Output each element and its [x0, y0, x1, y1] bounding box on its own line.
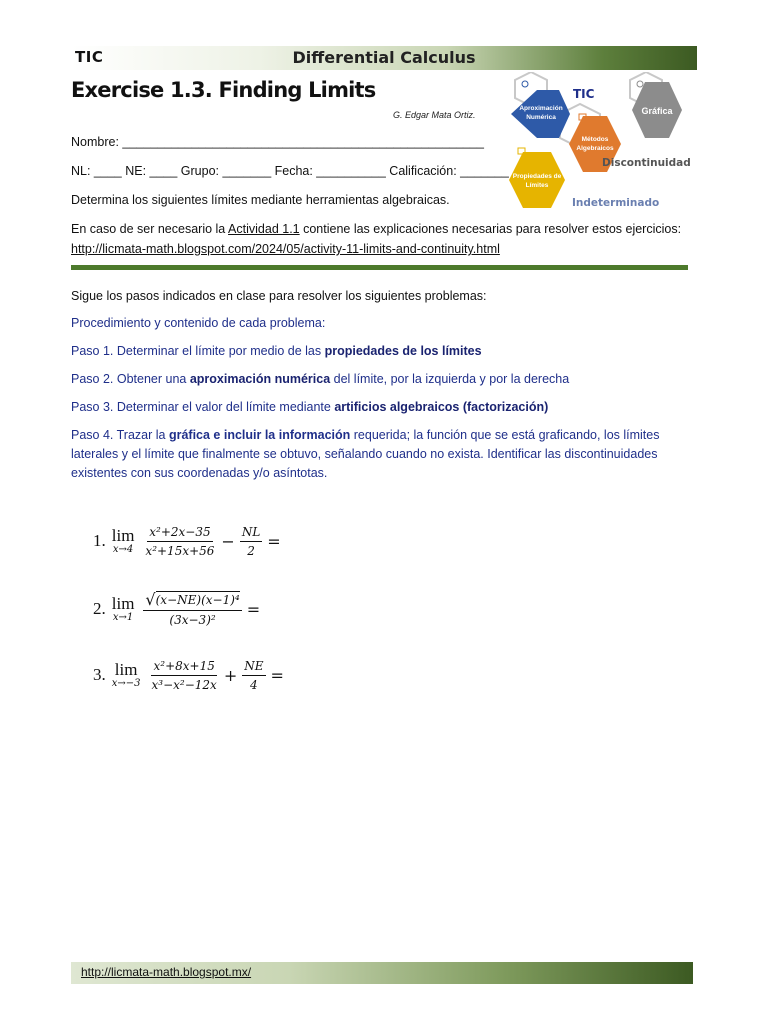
nota-pre: En caso de ser necesario la — [71, 222, 229, 236]
hex-prop-line1: Propiedades de — [512, 173, 562, 180]
blog-link[interactable]: http://licmata-math.blogspot.mx/ — [81, 965, 252, 979]
word-discontinuidad: Discontinuidad — [602, 157, 691, 169]
paso-1: Paso 1. Determinar el límite por medio de las propiedades de los límites — [71, 344, 482, 358]
graphic-tic-logo: TIC — [573, 87, 595, 101]
procedimiento: Procedimiento y contenido de cada problema: — [71, 316, 326, 330]
concept-hexagon-graphic — [507, 72, 697, 212]
activity-url-link[interactable]: http://licmata-math.blogspot.com/2024/05/activity-11-limits-and-continuity.html — [71, 242, 500, 256]
nota — [71, 222, 681, 236]
hex-approx-line2: Numérica — [526, 114, 556, 121]
hex-metodos-line2: Algebraicos — [576, 145, 614, 152]
course-title: Differential Calculus — [292, 48, 476, 67]
problem-3: 3. lim x→−3 $\frac{\text{x²+8x+15}}{\text{x³−x²−12x}}$ + $\frac{NE}{4}$ = — [93, 658, 284, 692]
steps-intro: Sigue los pasos indicados en clase para resolver los siguientes problemas: — [71, 289, 487, 303]
header-bar — [71, 46, 697, 70]
problem-1: 1. lim x→4 $\frac{\text{x²+2x−35}}{\text{x²+15x+56}}$ − $\frac{NL}{2}$ = — [93, 524, 281, 558]
paso-3: Paso 3. Determinar el valor del límite mediante artificios algebraicos (factorización) — [71, 400, 549, 414]
hex-prop-line2: Límites — [525, 182, 549, 189]
word-indeterminado: Indeterminado — [572, 197, 660, 209]
author: G. Edgar Mata Ortiz. — [393, 110, 476, 120]
paso-2: Paso 2. Obtener una aproximación numérica del límite, por la izquierda y por la derecha — [71, 372, 570, 386]
datos-field: NL: ____ NE: ____ Grupo: _______ Fecha: __________ Calificación: _______ — [71, 164, 509, 178]
paso-4: Paso 4. Trazar la gráfica e incluir la información requerida; la función que se está graficando, los límites laterales y el límite que finalmente se obtuvo, señalando cuando no exista. Identificar las discontinuidades existentes con sus coordenadas y/o asíntotas. — [71, 428, 660, 480]
actividad-link[interactable]: Actividad 1.1 — [228, 222, 300, 236]
nombre-field: Nombre: ____________________________________________________ — [71, 135, 484, 149]
tic-logo: TIC — [75, 48, 104, 66]
hex-approx-line1: Aproximación — [519, 105, 563, 112]
problem-2: 2. lim x→1 √ (x−NE)(x−1)⁴ (3x−3)² = — [93, 590, 261, 627]
footer-bar — [71, 962, 693, 984]
hex-propiedades — [509, 152, 565, 208]
instruccion: Determina los siguientes límites mediante herramientas algebraicas. — [71, 193, 450, 207]
nota-post: contiene las explicaciones necesarias para resolver estos ejercicios: — [299, 222, 682, 236]
exercise-title: Exercise 1.3. Finding Limits — [71, 78, 376, 102]
hex-metodos-line1: Métodos — [581, 136, 609, 143]
hex-grafica-label: Gráfica — [641, 106, 673, 116]
divider — [71, 265, 688, 270]
